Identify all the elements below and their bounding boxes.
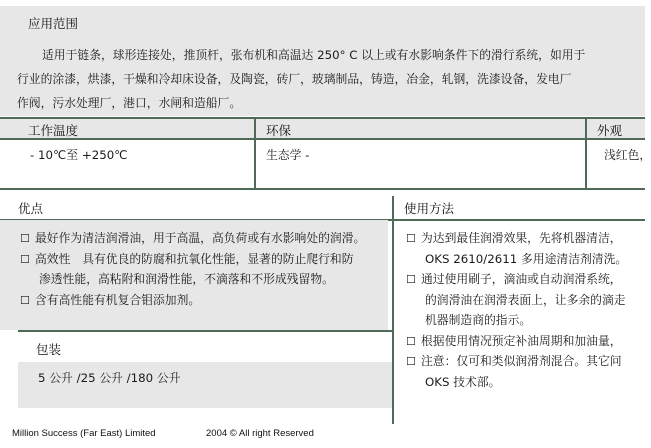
advantages-header: 优点	[18, 201, 44, 216]
list-item: ☐ 高效性 具有优良的防腐和抗氧化性能，显著的防止爬行和防	[20, 249, 365, 270]
list-item: 渗透性能，高粘附和润滑性能，不滴落和不形成残留物。	[39, 272, 334, 286]
list-item: OKS 2610/2611 多用途清洁剂清洗。	[425, 251, 628, 266]
environment-header: 环保	[266, 123, 292, 138]
packaging-rule	[18, 330, 392, 332]
list-item: ☐ 通过使用刷子，滴油或自动润滑系统，	[406, 269, 627, 290]
temperature-header: 工作温度	[28, 123, 79, 138]
spec-divider-2	[585, 117, 587, 190]
usage-header: 使用方法	[404, 201, 455, 216]
checkbox-icon: ☐	[406, 273, 416, 286]
footer-copyright: 2004 © All right Reserved	[206, 428, 314, 439]
checkbox-icon: ☐	[406, 334, 416, 348]
packaging-header: 包装	[36, 342, 62, 357]
spec-header-band	[0, 119, 645, 138]
list-item: 的润滑油在润滑表面上，让多余的滴走	[425, 292, 626, 307]
application-header: 应用范围	[28, 16, 79, 31]
list-item: ☐ 注意：仅可和类似润滑剂混合。其它问	[406, 351, 627, 372]
spec-header-rule	[0, 138, 645, 140]
list-item: ☐ 最好作为清洁润滑油，用于高温，高负荷或有水影响处的润滑。	[20, 228, 365, 249]
checkbox-icon: ☐	[20, 293, 30, 307]
list-item: ☐ 含有高性能有机复合钼添加剂。	[20, 290, 365, 311]
spec-top-rule	[0, 117, 645, 119]
list-item: OKS 技术部。	[425, 374, 501, 389]
application-line-2: 行业的涂漆，烘漆，干燥和冷却床设备，及陶瓷，砖厂，玻璃制品，铸造，冶金，轧钢，洗漆设备，发电厂	[17, 72, 572, 86]
temperature-value: - 10℃至 +250℃	[30, 148, 128, 162]
application-line-3: 作阀，污水处理厂，港口，水闸和造船厂。	[17, 96, 242, 110]
checkbox-icon: ☐	[20, 232, 30, 245]
application-header-band	[0, 6, 645, 36]
list-item: 机器制造商的指示。	[425, 313, 532, 327]
usage-list	[406, 228, 627, 392]
spec-divider-1	[254, 117, 256, 190]
application-line-1: 适用于链条，球形连接处，推顶杆，张布机和高温达 250° C 以上或有水影响条件下的滑行系统，如用于	[42, 48, 586, 62]
packaging-value: 5 公升 /25 公升 /180 公升	[38, 371, 181, 385]
footer-company: Million Success (Far East) Limited	[12, 428, 156, 439]
checkbox-icon: ☐	[20, 252, 30, 266]
list-item: ☐ 为达到最佳润滑效果，先将机器清洁，	[406, 228, 627, 249]
checkbox-icon: ☐	[406, 232, 416, 245]
appearance-value: 浅红色，	[604, 148, 651, 162]
checkbox-icon: ☐	[406, 355, 416, 368]
appearance-header: 外观	[597, 123, 623, 138]
lower-divider	[392, 196, 394, 424]
environment-value: 生态学 -	[266, 148, 310, 162]
list-item: ☐ 根据使用情况预定补油周期和加油量，	[406, 331, 627, 352]
advantages-list	[20, 228, 365, 310]
lower-top-rule	[0, 188, 645, 190]
